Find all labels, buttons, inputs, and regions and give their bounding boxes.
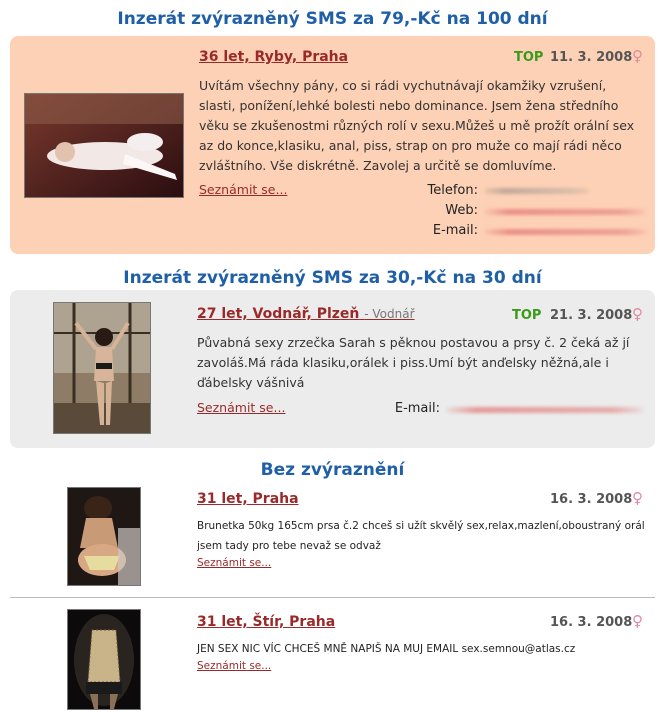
web-label: Web: — [445, 203, 478, 218]
section-title-standard: Inzerát zvýrazněný SMS za 30,-Kč na 30 dní — [123, 268, 542, 288]
ad-description: Půvabná sexy zrzečka Sarah s pěknou postavou a prsy č. 2 čeká až jí zavoláš.Má ráda klasiku,orálek i piss.Umí být anďelsky něžná,ale i ďábelsky vášnivá — [197, 335, 630, 390]
ad-headline-link[interactable] — [197, 306, 415, 322]
contact-link[interactable]: Seznámit se... — [197, 660, 272, 672]
phone-label: Telefon: — [427, 183, 478, 198]
ad-photo[interactable] — [67, 609, 141, 710]
female-icon: ♀ — [632, 47, 643, 65]
email-label: E-mail: — [432, 223, 478, 238]
email-value-hidden — [446, 407, 644, 413]
ad-photo[interactable] — [67, 487, 141, 586]
ad-date: 11. 3. 2008 — [550, 50, 633, 65]
ad-description: Uvítám všechny pány, co si rádi vychutnávají okamžiky vzrušení, slasti, ponížení,lehké bolesti nebo dominance. Jsem žena středního věku se zkušenostmi různých rolí v sexu.Můžeš u mě prožít orální sex az do konce,klasiku, anal, piss, strap on pro muže co mají rádi něco zvláštního. Vše diskrétně. Zavolej a určitě se domluvíme. — [199, 78, 635, 173]
top-badge: TOP — [512, 308, 542, 323]
email-value-hidden — [484, 229, 648, 235]
email-label: E-mail: — [394, 401, 440, 416]
ad-date: 21. 3. 2008 — [550, 308, 633, 323]
divider — [10, 597, 655, 598]
web-value-hidden — [484, 209, 646, 215]
zodiac-sign: - Vodnář — [364, 307, 415, 321]
contact-link[interactable]: Seznámit se... — [199, 182, 288, 197]
ad-date: 16. 3. 2008 — [550, 615, 633, 630]
ad-headline-link[interactable]: 31 let, Štír, Praha — [197, 614, 336, 630]
ad-headline-link[interactable]: 36 let, Ryby, Praha — [199, 49, 349, 65]
ad-photo[interactable] — [24, 93, 184, 198]
female-icon: ♀ — [632, 305, 643, 323]
contact-link[interactable]: Seznámit se... — [197, 557, 272, 569]
section-title-premium: Inzerát zvýrazněný SMS za 79,-Kč na 100 dní — [117, 9, 548, 29]
ad-description: Brunetka 50kg 165cm prsa č.2 chceš si užít skvělý sex,relax,mazlení,oboustraný orál jsem tady pro tebe nevaž se odvaž — [197, 520, 645, 552]
ad-headline-link[interactable]: 31 let, Praha — [197, 491, 299, 507]
female-icon: ♀ — [632, 612, 643, 630]
ad-date: 16. 3. 2008 — [550, 492, 633, 507]
phone-value-hidden — [484, 188, 589, 194]
female-icon: ♀ — [632, 489, 643, 507]
ad-description: JEN SEX NIC VÍC CHCEŠ MNĚ NAPIŠ NA MUJ EMAIL sex.semnou@atlas.cz — [197, 643, 576, 655]
ad-headline-text[interactable]: 27 let, Vodnář, Plzeň — [197, 306, 360, 322]
contact-link[interactable]: Seznámit se... — [197, 400, 286, 415]
section-title-basic: Bez zvýraznění — [260, 460, 405, 480]
ad-photo[interactable] — [53, 302, 151, 434]
top-badge: TOP — [514, 50, 544, 65]
